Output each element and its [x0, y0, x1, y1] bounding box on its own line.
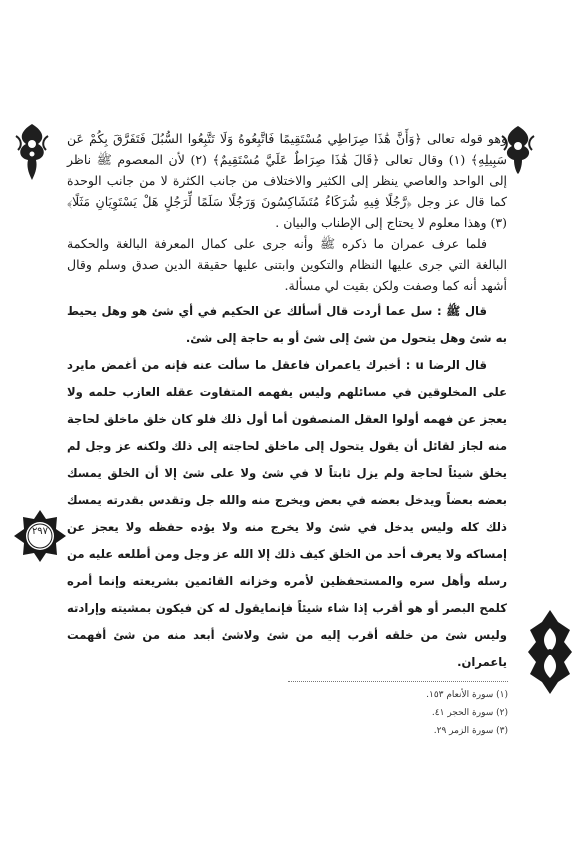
footnote: (٣) سورة الزمر ٢٩.: [433, 726, 508, 736]
arabesque-ornament-icon: [522, 608, 578, 696]
footnote: (٢) سورة الحجر ٤١.: [431, 708, 508, 718]
floral-ornament-icon: [12, 122, 52, 182]
paragraph: قال الرضا u : أخبرك ياعمران فاعقل ما سألت عنه فإنه من أغمض مايرد على المخلوقين في مسائلهم وليس يفهمه المتفاوت عقله العازب حلمه ولا يعجز عن فهمه أولوا العقل المنصفون أما أول ذلك فلو كان خلق ماخلق لحاجة منه لجاز لقائل أن يقول يتحول إلى ماخلق لحاجته إلى ذلك ولكنه عز وجل لم يخلق شيئاً لحاجة ولم يزل ثابتاً لا في شئ ولا على شئ إلا أن الخلق يمسك بعضه بعضاً ويدخل بعضه في بعض ويخرج منه والله جل وتقدس بقدرته يمسك ذلك كله وليس يدخل في شئ ولا يخرج منه ولا يؤده حفظه ولا يعجز عن إمساكه ولا يعرف أحد من الخلق كيف ذلك إلا الله عز وجل ومن أطلعه عليه من رسله وأهل سره والمستحفظين لأمره وخزانه القائمين بشريعته وإنما أمره كلمح البصر أو هو أقرب إذا شاء شيئاً فإنمايقول له كن فيكون بمشيته وإرادته وليس شئ من خلقه أقرب إليه من شئ ولاشئ أبعد منه من شئ أفهمت ياعمران.: [67, 358, 507, 669]
paragraph: قال ﷺ : سل عما أردت قال أسألك عن الحكيم في أي شئ هو وهل يحيط به شئ وهل يتحول من شئ إلى شئ أو به حاجة إلى شئ.: [67, 304, 507, 345]
main-text: [67, 128, 507, 676]
footnote-divider: [288, 681, 508, 682]
page-number: ٢٩٧: [31, 526, 49, 537]
footnotes: [288, 686, 508, 740]
footnote: (١) سورة الأنعام ١٥٣.: [426, 690, 508, 700]
page-number-badge: [13, 509, 67, 563]
paragraph: وهو قوله تعالى ﴿وَأَنَّ هَٰذَا صِرَاطِي مُسْتَقِيمًا فَاتَّبِعُوهُ وَلَا تَتَّبِعُوا السُّبُلَ فَتَفَرَّقَ بِكُمْ عَن سَبِيلِهِ﴾ (١) وقال تعالى ﴿قَالَ هَٰذَا صِرَاطٌ عَلَيَّ مُسْتَقِيمٌ﴾ (٢) لأن المعصوم ﷺ ناظر إلى الواحد والعاصي ينظر إلى الكثير والاختلاف من جانب الكثرة لا من جانب الوحدة كما قال عز وجل ﴿رَّجُلًا فِيهِ شُرَكَاءُ مُتَشَاكِسُونَ وَرَجُلًا سَلَمًا لِّرَجُلٍ هَلْ يَسْتَوِيَانِ مَثَلًا﴾ (٣) وهذا معلوم لا يحتاج إلى الإطناب والبيان .: [67, 131, 507, 230]
paragraph: فلما عرف عمران ما ذكره ﷺ وأنه جرى على كمال المعرفة البالغة والحكمة البالغة التي جرى عليها النظام والتكوين وابتنى عليها حقيقة الدين صدق وسلم وقال أشهد أنه كما وصفت ولكن بقيت لي مسألة.: [67, 236, 507, 293]
